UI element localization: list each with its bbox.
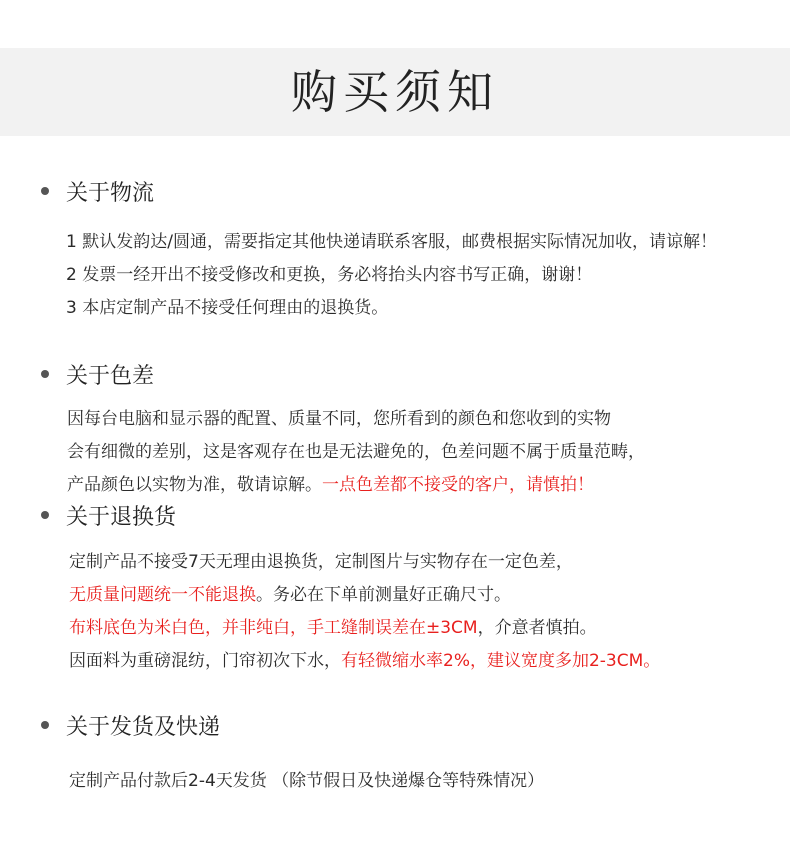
line-text: 因每台电脑和显示器的配置、质量不同，您所看到的颜色和您收到的实物 (67, 409, 611, 429)
info-line (66, 260, 592, 285)
page-title: 购买须知 (291, 65, 499, 119)
warning-text: 有轻微缩水率2%，建议宽度多加2-3CM。 (341, 651, 661, 671)
info-line (69, 547, 573, 572)
info-line (66, 293, 388, 318)
line-text: 2 发票一经开出不接受修改和更换，务必将抬头内容书写正确，谢谢！ (66, 265, 593, 285)
line-text: 。务必在下单前测量好正确尺寸。 (256, 585, 511, 605)
section-title: 关于物流 (66, 180, 155, 206)
notice-banner (0, 48, 790, 136)
section-heading (41, 710, 220, 740)
section-heading (41, 176, 154, 206)
section-heading (41, 500, 176, 530)
line-text: ，介意者慎拍。 (477, 618, 597, 638)
bullet-icon (41, 721, 49, 729)
line-text: 定制产品不接受7天无理由退换货，定制图片与实物存在一定色差， (69, 552, 573, 572)
line-text: 1 默认发韵达/圆通，需要指定其他快递请联系客服，邮费根据实际情况加收，请谅解！ (66, 232, 717, 252)
info-line (67, 404, 611, 429)
warning-text: 布料底色为米白色，并非纯白，手工缝制误差在±3CM (69, 618, 478, 638)
line-text: 因面料为重磅混纺，门帘初次下水， (69, 651, 341, 671)
info-line (69, 766, 544, 791)
line-text: 3 本店定制产品不接受任何理由的退换货。 (66, 298, 389, 318)
info-line (69, 646, 660, 671)
warning-text: 无质量问题统一不能退换 (69, 585, 256, 605)
section-title: 关于色差 (66, 363, 155, 389)
line-text: 会有细微的差别，这是客观存在也是无法避免的，色差问题不属于质量范畴， (67, 442, 645, 462)
bullet-icon (41, 370, 49, 378)
line-text: 定制产品付款后2-4天发货 （除节假日及快递爆仓等特殊情况） (69, 771, 545, 791)
line-text: 产品颜色以实物为准，敬请谅解。 (67, 475, 322, 495)
section-heading (41, 359, 154, 389)
info-line (67, 437, 645, 462)
warning-text: 一点色差都不接受的客户，请慎拍！ (322, 475, 594, 495)
bullet-icon (41, 187, 49, 195)
info-line (69, 613, 597, 638)
bullet-icon (41, 511, 49, 519)
info-line (66, 227, 717, 252)
section-title: 关于发货及快递 (66, 714, 221, 740)
info-line (69, 580, 511, 605)
section-title: 关于退换货 (66, 504, 177, 530)
info-line (67, 470, 594, 495)
